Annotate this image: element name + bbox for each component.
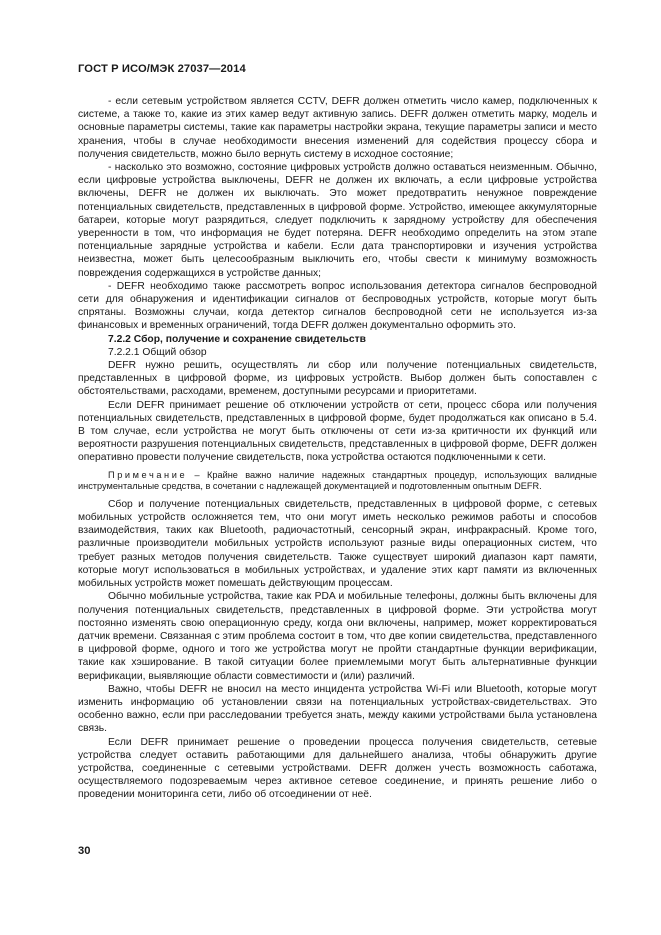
list-item-cctv: - если сетевым устройством является CCTV, DEFR должен отметить число камер, подключенных к системе, а также то, какие из этих камер ведут активную запись. DEFR должен отметить марку, модель и основные параметры системы, такие как параметры настройки экрана, текущие параметры записи и место хранения, чтобы в случае необходимости внесения изменений для содействия процессу сбора и получения свидетельств, можно было вернуть систему в исходное состояние; bbox=[78, 96, 597, 160]
list-item-wireless-detector: - DEFR необходимо также рассмотреть вопрос использования детектора сигналов беспроводной сети для обнаружения и идентификации сигналов от беспроводных устройств, которые могут быть спрятаны. Возможны случаи, когда детектор сигналов беспроводной сети не используется из-за финансовых и временных ограничений, тогда DEFR должен документально оформить это. bbox=[78, 280, 597, 332]
paragraph-wifi-bluetooth: Важно, чтобы DEFR не вносил на место инцидента устройства Wi-Fi или Bluetooth, которые могут изменить информацию об установлении связи на потенциальных устройствах-свидетельствах. Это особенно важно, если при расследовании требуется знать, между какими устройствами была установлена связь. bbox=[78, 683, 597, 735]
paragraph-mobile-power: Обычно мобильные устройства, такие как PDA и мобильные телефоны, должны быть включены для получения потенциальных свидетельств, представленных в цифровой форме. Эти устройства могут постоянно изменять свою операционную среду, когда они включены, например, может корректироваться датчик времени. Связанная с этим проблема состоит в том, что две копии свидетельства, представленного в цифровой форме, одного и того же устройства могут не пройти стандартные функции верификации, такие как хэширование. В такой ситуации более приемлемыми могут быть альтернативные функции верификации, выявляющие области совместимости и (или) различий. bbox=[78, 591, 597, 682]
note bbox=[78, 470, 597, 493]
document-body bbox=[78, 95, 597, 802]
note-label: Примечание bbox=[108, 469, 188, 480]
list-item-device-state: - насколько это возможно, состояние цифровых устройств должно оставаться неизменным. Обычно, если цифровые устройства выключены, DEFR не должен их включать, а если цифровые устройства включены, DEFR не должен их выключать. Это может предотвратить ненужное повреждение потенциальных свидетельств, представленных в цифровой форме. Устройство, имеющее аккумуляторные батареи, которые могут разрядиться, следует подключить к зарядному устройству для обеспечения уверенности в том, что информация не будет потеряна. DEFR необходимо определить на этом этапе потенциальные зарядные устройства и кабели. Если дата транспортировки и изучения устройства неизвестна, может быть целесообразным выключить его, чтобы свести к минимуму возможность повреждения содержащихся в устройстве данных; bbox=[78, 162, 597, 279]
paragraph-network-acquisition: Если DEFR принимает решение о проведении процесса получения свидетельств, сетевые устройства следует оставить работающими для дальнейшего анализа, чтобы обнаружить другие устройства, соединенные с сетевыми устройствами. DEFR должен учесть возможность саботажа, осуществляемого подозреваемым через активное сетевое соединение, и принять решение либо о проведении мониторинга сети, либо об отсоединении от неё. bbox=[78, 736, 597, 801]
section-heading: 7.2.2 Сбор, получение и сохранение свидетельств bbox=[108, 333, 366, 345]
paragraph-disconnect: Если DEFR принимает решение об отключении устройств от сети, процесс сбора или получения потенциальных свидетельств, представленных в цифровой форме, будет продолжаться как описано в 5.4. В том случае, если устройства не могут быть отключены от сети из-за критичности их функций или вероятности разрушения потенциальных свидетельств, представленных в цифровой форме, DEFR должен оперативно провести получение свидетельств, пока устройства остаются подключенными к сети. bbox=[78, 399, 597, 464]
document-header: ГОСТ Р ИСО/МЭК 27037—2014 bbox=[78, 63, 246, 75]
page-number: 30 bbox=[78, 845, 91, 857]
paragraph-overview: DEFR нужно решить, осуществлять ли сбор или получение потенциальных свидетельств, представленных в цифровой форме, из цифровых устройств. Выбор должен быть сопоставлен с обстоятельствами, расходами, временем, доступными ресурсами и приоритетами. bbox=[78, 360, 597, 398]
subsection-heading: 7.2.2.1 Общий обзор bbox=[108, 346, 207, 358]
note-text: – Крайне важно наличие надежных стандартных процедур, использующих валидные инструментальные средства, в сочетании с надлежащей документацией и подготовленным опытным DEFR. bbox=[78, 469, 597, 492]
paragraph-mobile-devices: Сбор и получение потенциальных свидетельств, представленных в цифровой форме, с сетевых мобильных устройств осложняется тем, что они могут иметь несколько режимов работы и способов взаимодействия, таких как Bluetooth, радиочастотный, сенсорный экран, инфракрасный. Кроме того, различные производители мобильных устройств используют разные виды операционных систем, что требует разных методов получения свидетельств. Также существует широкий диапазон карт памяти, которые могут использоваться в мобильных устройствах, и удаление этих карт памяти из включенных мобильных устройств может помешать действующим процессам. bbox=[78, 498, 597, 590]
